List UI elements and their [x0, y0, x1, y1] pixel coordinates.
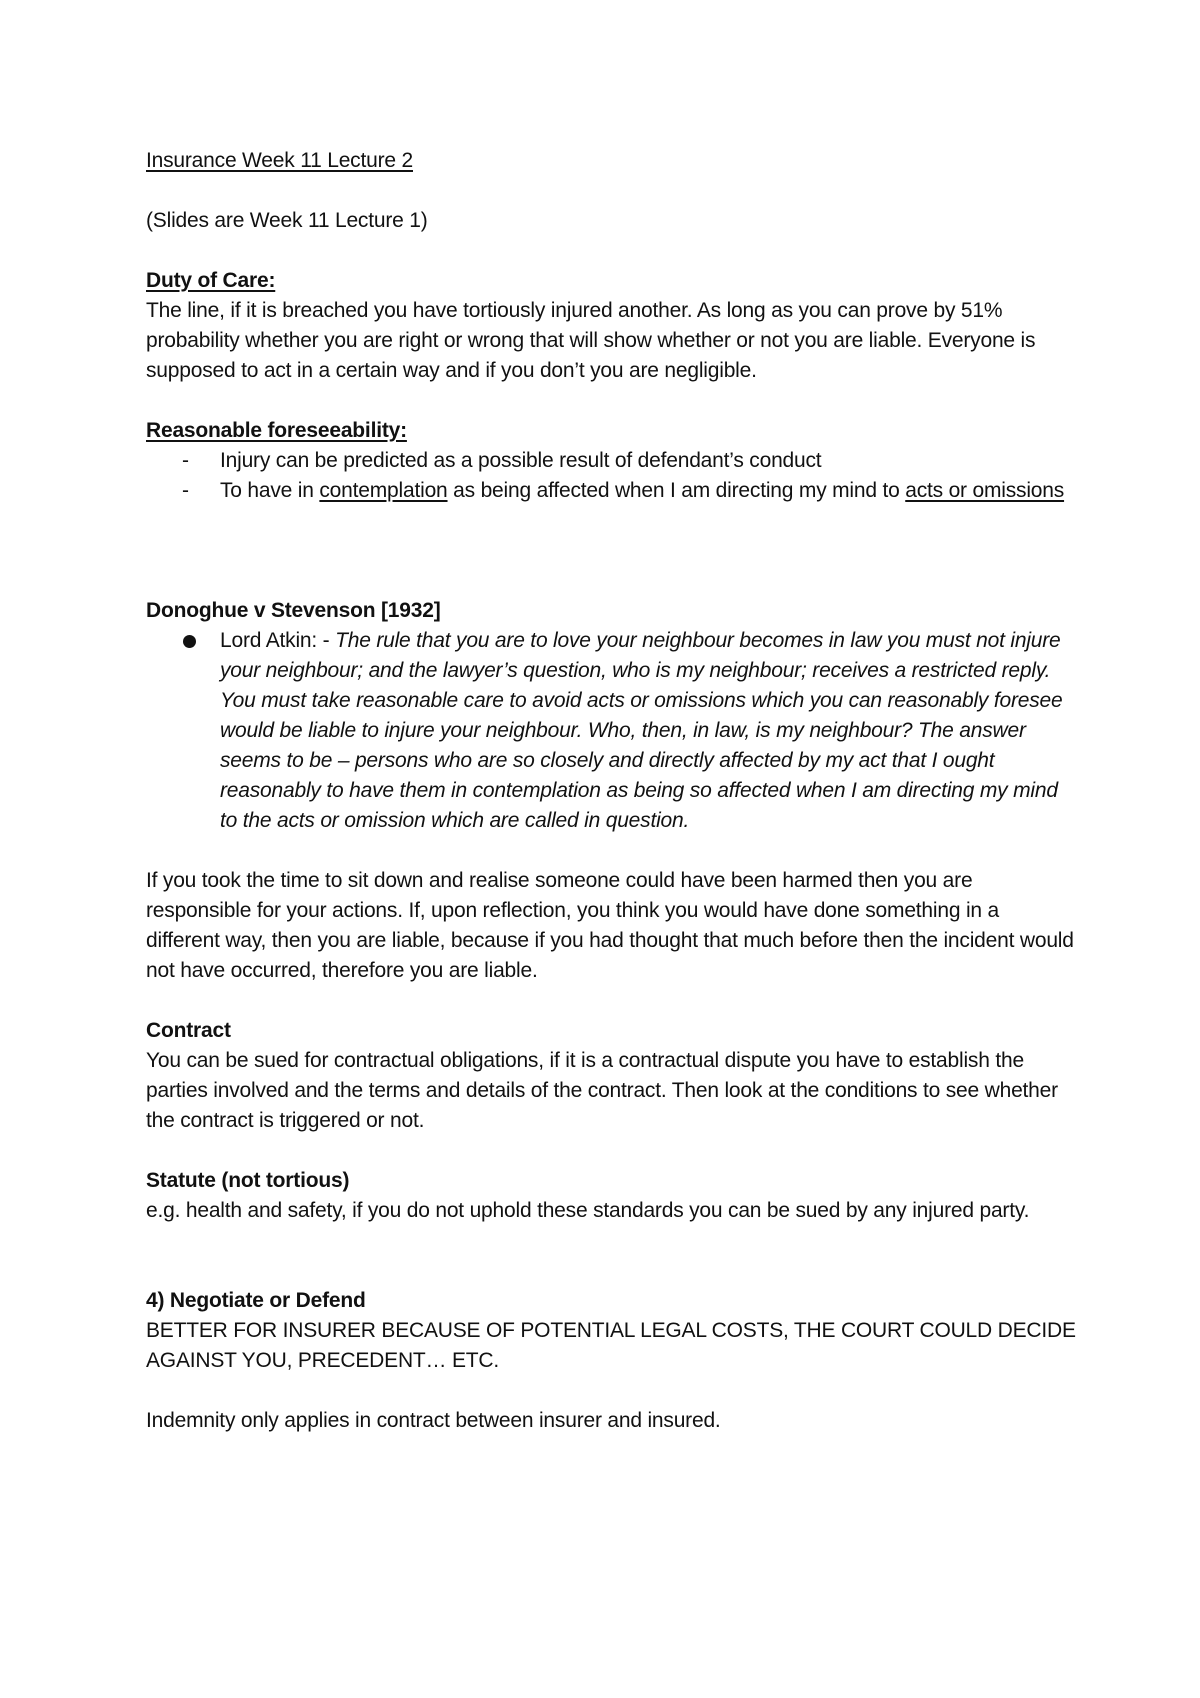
foreseeability-heading: Reasonable foreseeability: — [146, 419, 407, 442]
contract-paragraph: You can be sued for contractual obligations, if it is a contractual dispute you have to establish the parties involved and the terms and details of the contract. Then look at the conditions to see whether the contract is triggered or not. — [146, 1049, 1058, 1132]
document-title: Insurance Week 11 Lecture 2 — [146, 149, 413, 172]
underlined-term-contemplation: contemplation — [319, 479, 448, 502]
list-item-text-middle: as being affected when I am directing my mind to — [447, 479, 906, 502]
foreseeability-list — [146, 446, 1076, 506]
document-subtitle: (Slides are Week 11 Lecture 1) — [146, 209, 428, 232]
duty-of-care-heading: Duty of Care: — [146, 269, 276, 292]
donoghue-heading: Donoghue v Stevenson [1932] — [146, 599, 441, 622]
negotiate-paragraph: BETTER FOR INSURER BECAUSE OF POTENTIAL LEGAL COSTS, THE COURT COULD DECIDE AGAINST YOU, PRECEDENT… ETC. — [146, 1319, 1076, 1372]
bullet-icon — [183, 635, 196, 648]
quote-speaker: Lord Atkin: - — [220, 629, 336, 652]
list-item-text-start: To have in — [220, 479, 320, 502]
negotiate-heading: 4) Negotiate or Defend — [146, 1289, 366, 1312]
donoghue-list — [146, 626, 1076, 836]
statute-heading: Statute (not tortious) — [146, 1169, 350, 1192]
list-item-text: Injury can be predicted as a possible result of defendant’s conduct — [220, 449, 822, 472]
list-item — [146, 446, 1076, 476]
document-body — [146, 146, 1076, 1436]
statute-paragraph: e.g. health and safety, if you do not uphold these standards you can be sued by any injured party. — [146, 1199, 1030, 1222]
list-item — [146, 626, 1076, 836]
indemnity-paragraph: Indemnity only applies in contract between insurer and insured. — [146, 1409, 721, 1432]
reflection-paragraph: If you took the time to sit down and realise someone could have been harmed then you are responsible for your actions. If, upon reflection, you think you would have done something in a different way, then you are liable, because if you had thought that much before then the incident would not have occurred, therefore you are liable. — [146, 869, 1074, 982]
dash-marker: - — [182, 449, 189, 472]
underlined-term-acts-or-omissions: acts or omissions — [905, 479, 1065, 502]
duty-of-care-paragraph: The line, if it is breached you have tortiously injured another. As long as you can prove by 51% probability whether you are right or wrong that will show whether or not you are liable. Everyone is supposed to act in a certain way and if you don’t you are negligible. — [146, 299, 1036, 382]
contract-heading: Contract — [146, 1019, 231, 1042]
lord-atkin-quote: The rule that you are to love your neighbour becomes in law you must not injure your neighbour; and the lawyer’s question, who is my neighbour; receives a restricted reply. You must take reasonable care to avoid acts or omissions which you can reasonably foresee would be liable to injure your neighbour. Who, then, in law, is my neighbour? The answer seems to be – persons who are so closely and directly affected by my act that I ought reasonably to have them in contemplation as being so affected when I am directing my mind to the acts or omission which are called in question. — [220, 629, 1063, 832]
list-item — [146, 476, 1076, 506]
dash-marker: - — [182, 479, 189, 502]
